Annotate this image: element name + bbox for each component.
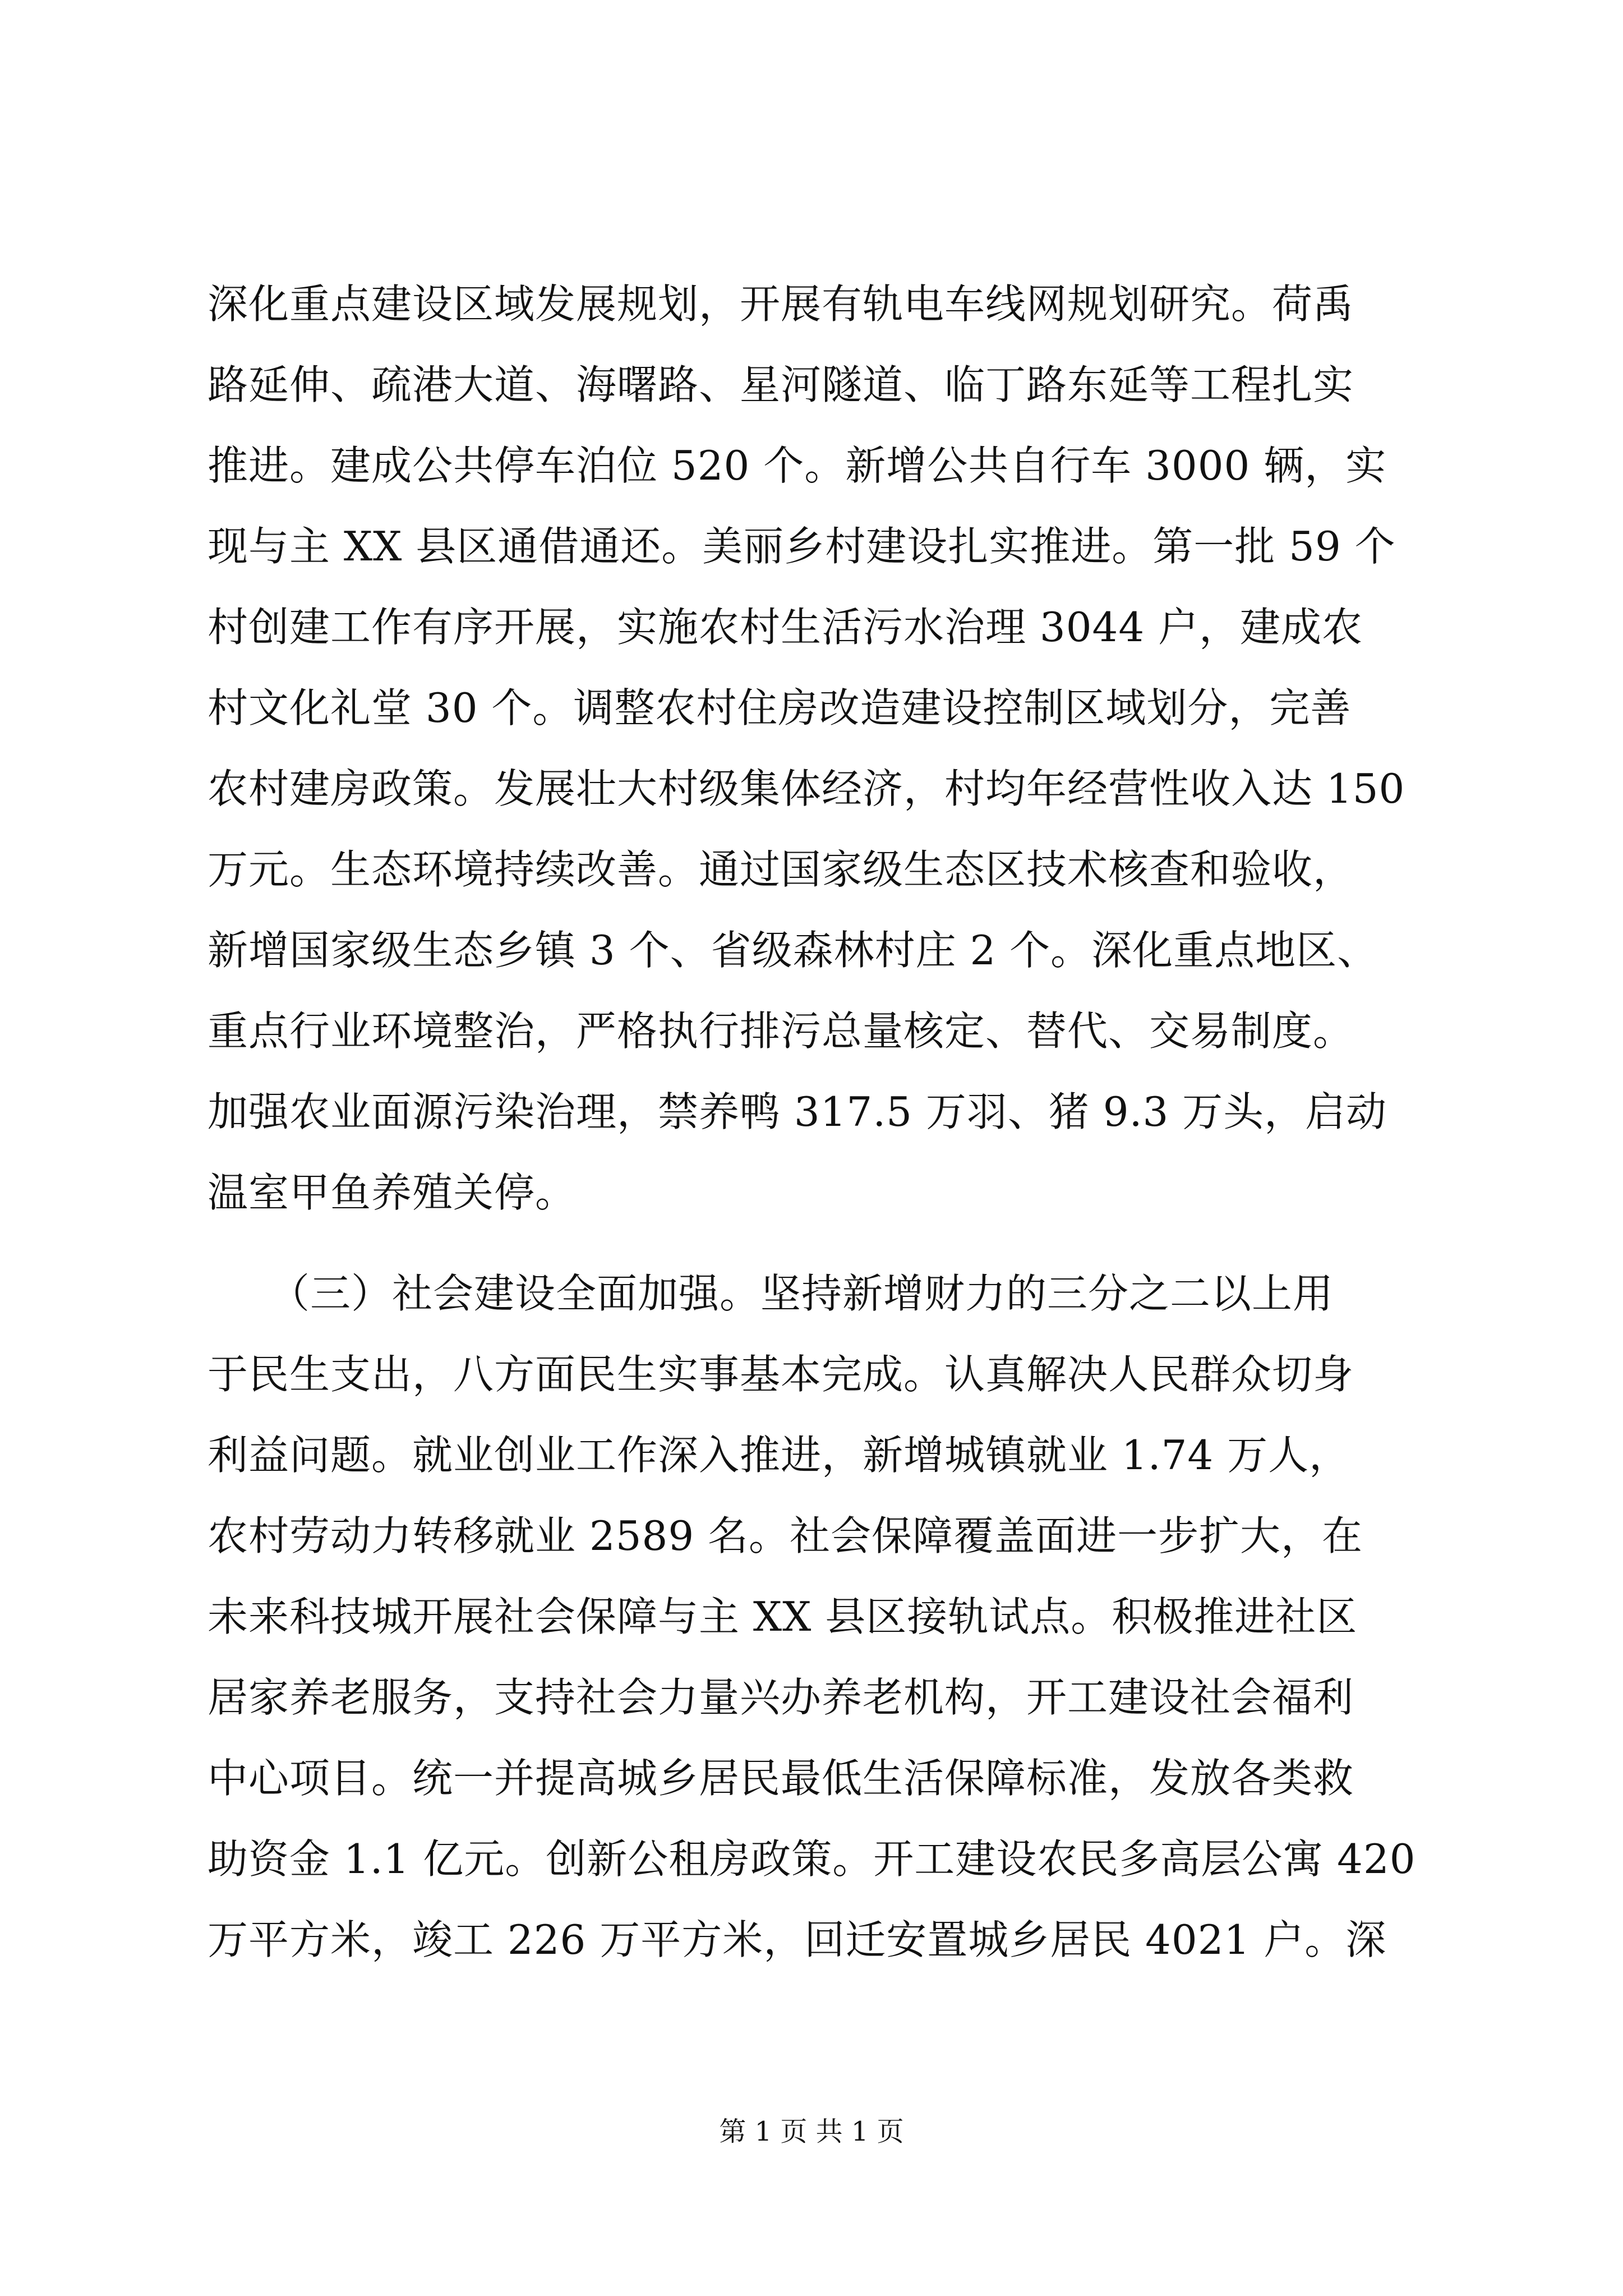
text-line: 中心项目。统一并提高城乡居民最低生活保障标准，发放各类救 [208,1755,1354,1802]
text-line: 农村建房政策。发展壮大村级集体经济，村均年经营性收入达 150 [208,765,1405,812]
text-line: 未来科技城开展社会保障与主 XX 县区接轨试点。积极推进社区 [208,1593,1358,1640]
text-line: 加强农业面源污染治理，禁养鸭 317.5 万羽、猪 9.3 万头，启动 [208,1088,1387,1135]
text-line: 深化重点建设区域发展规划，开展有轨电车线网规划研究。荷禹 [208,280,1354,328]
text-line: （三）社会建设全面加强。坚持新增财力的三分之二以上用 [208,1270,1334,1317]
text-line: 村创建工作有序开展，实施农村生活污水治理 3044 户，建成农 [208,604,1363,651]
paragraph-1 [208,264,1419,1233]
text-line: 农村劳动力转移就业 2589 名。社会保障覆盖面进一步扩大，在 [208,1512,1363,1559]
text-line: 新增国家级生态乡镇 3 个、省级森林村庄 2 个。深化重点地区、 [208,927,1378,974]
text-line: 万平方米，竣工 226 万平方米，回迁安置城乡居民 4021 户。深 [208,1916,1387,1963]
text-line: 助资金 1.1 亿元。创新公租房政策。开工建设农民多高层公寓 420 [208,1835,1416,1883]
paragraph-2 [208,1253,1419,1980]
text-line: 万元。生态环境持续改善。通过国家级生态区技术核查和验收， [208,846,1354,893]
text-line: 现与主 XX 县区通借通还。美丽乡村建设扎实推进。第一批 59 个 [208,523,1396,570]
text-line: 推进。建成公共停车泊位 520 个。新增公共自行车 3000 辆，实 [208,442,1387,489]
text-line: 路延伸、疏港大道、海曙路、星河隧道、临丁路东延等工程扎实 [208,361,1354,408]
text-line: 于民生支出，八方面民生实事基本完成。认真解决人民群众切身 [208,1351,1354,1398]
page-footer: 第 1 页 共 1 页 [719,2116,904,2147]
text-line: 重点行业环境整治，严格执行排污总量核定、替代、交易制度。 [208,1007,1354,1055]
text-line: 利益问题。就业创业工作深入推进，新增城镇就业 1.74 万人， [208,1432,1350,1479]
paragraph-spacer [208,1233,1419,1253]
text-line: 温室甲鱼养殖关停。 [208,1169,577,1216]
text-line: 居家养老服务，支持社会力量兴办养老机构，开工建设社会福利 [208,1674,1354,1721]
document-body [208,264,1419,1980]
text-line: 村文化礼堂 30 个。调整农村住房改造建设控制区域划分，完善 [208,684,1352,731]
